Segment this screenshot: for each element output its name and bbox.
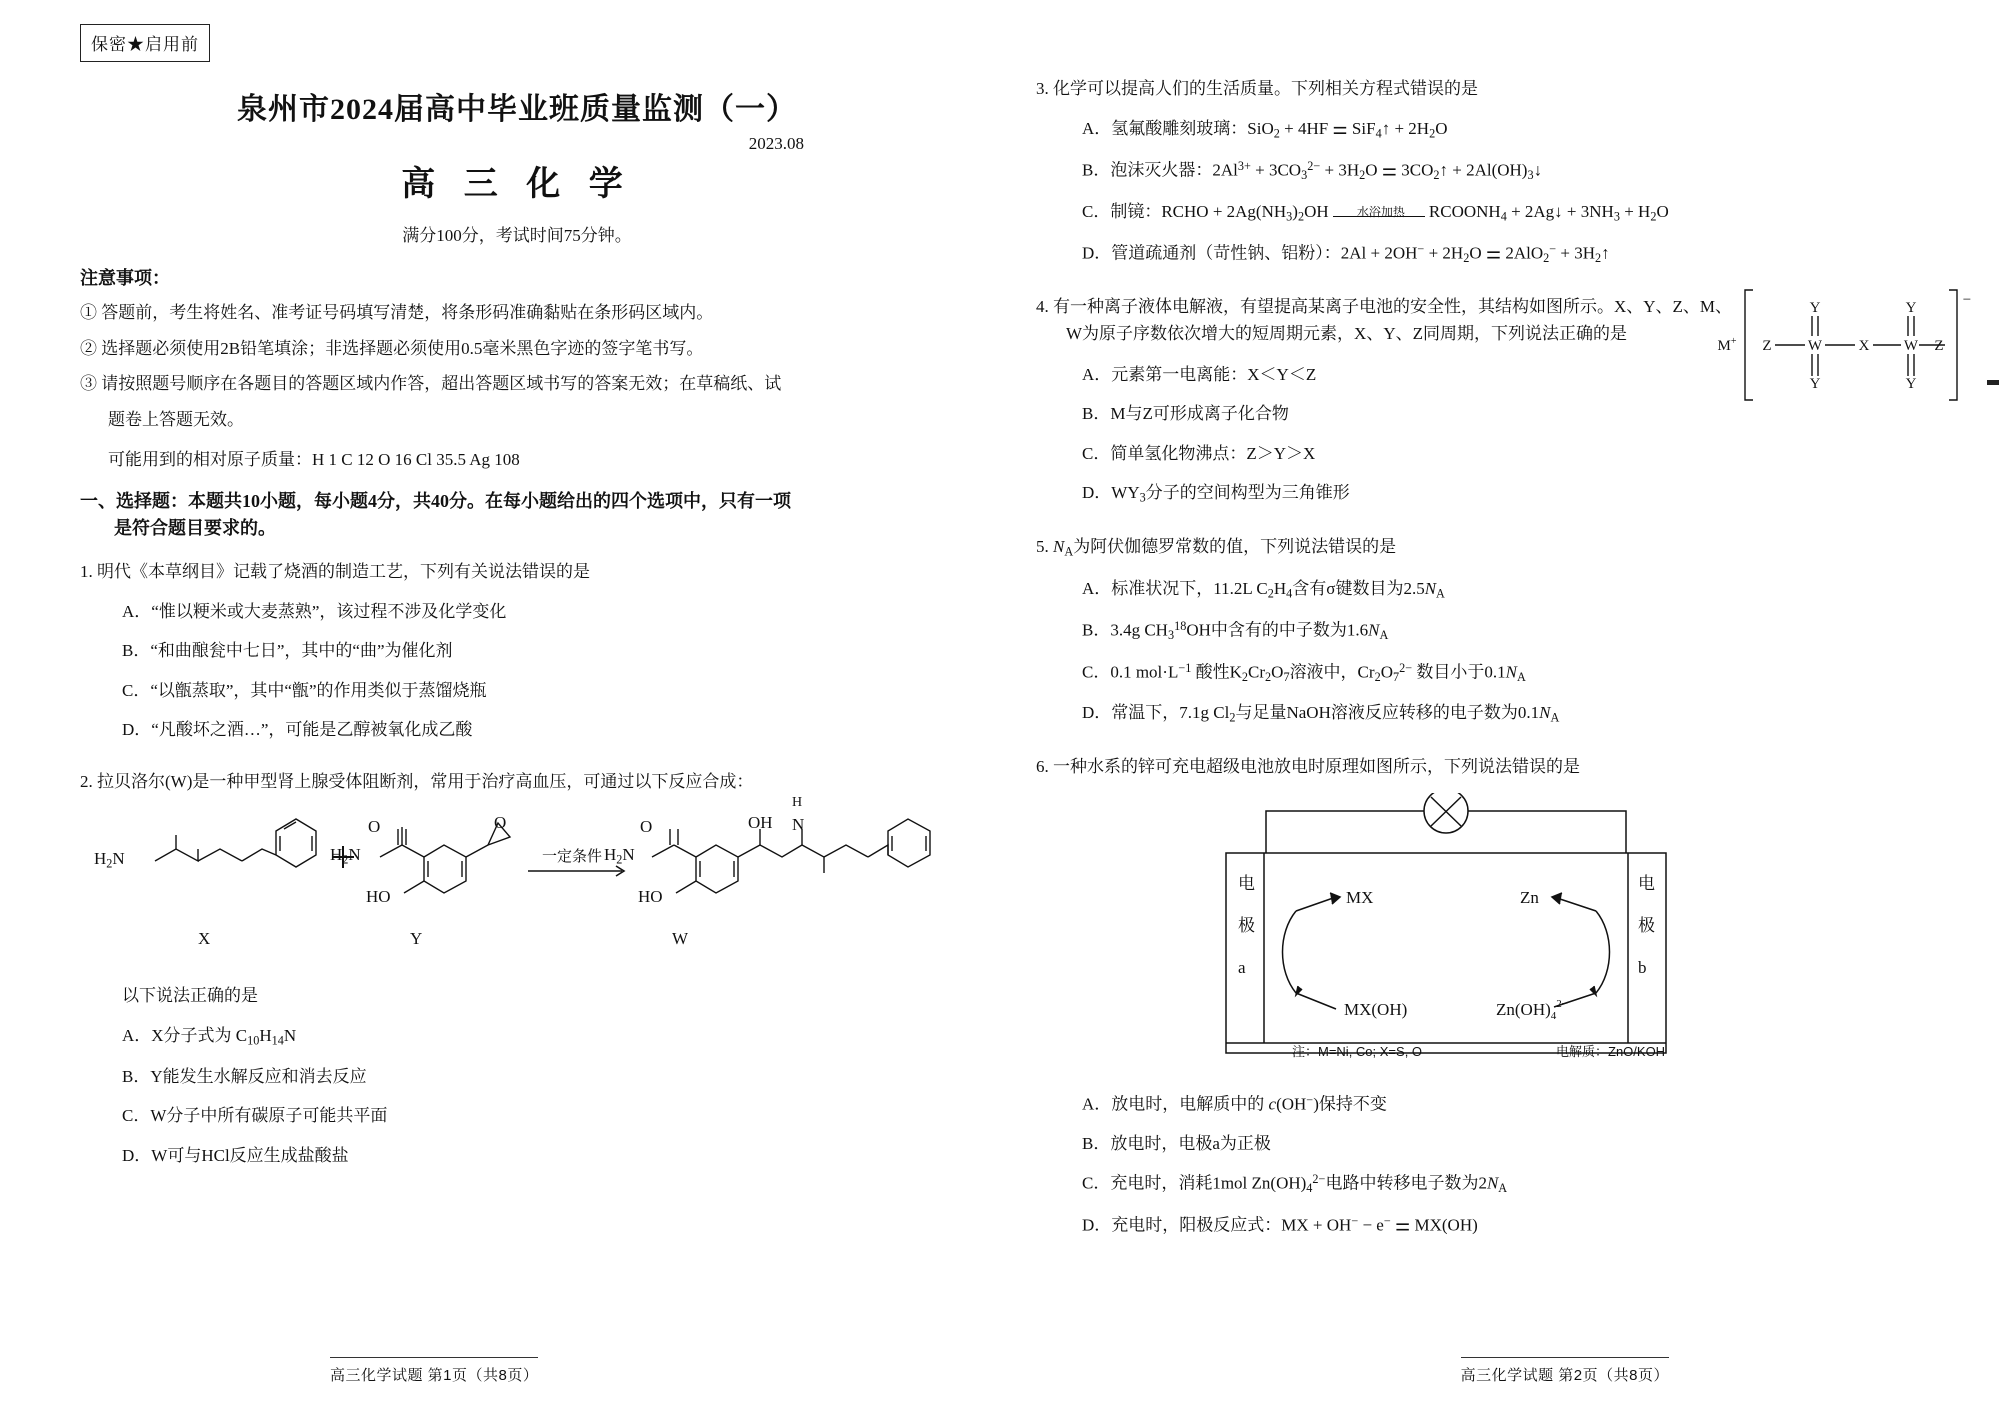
question-2-option-c: C．W分子中所有碳原子可能共平面 <box>122 1106 388 1126</box>
footer-left: 高三化学试题 第1页（共8页） <box>330 1357 538 1385</box>
edge-registration-mark <box>1987 380 1999 385</box>
secret-label: 保密★启用前 <box>80 24 210 62</box>
electrode-a-char3: a <box>1238 957 1246 977</box>
question-4-text-line2: W为原子序数依次增大的短周期元素，X、Y、Z同周期，下列说法正确的是 <box>1066 324 1627 344</box>
battery-figure-svg <box>1186 793 1726 1073</box>
notice-item-2: ② 选择题必须使用2B铅笔填涂；非选择题必须使用0.5毫米黑色字迹的签字笔书写。 <box>80 338 704 358</box>
question-4-option-d: D．$WY_3$分子的空间构型为三角锥形 <box>1082 483 1350 505</box>
question-3-number: 3. <box>1036 79 1049 98</box>
question-6-battery-figure <box>1036 793 1939 1073</box>
species-mx: MX <box>1346 887 1374 907</box>
question-2-option-d: D．W可与HCl反应生成盐酸盐 <box>122 1145 349 1165</box>
question-4-structure-figure <box>1713 286 1972 396</box>
question-4-option-b: B．M与Z可形成离子化合物 <box>1082 404 1289 424</box>
ion-atom-w-left: W <box>1807 338 1823 354</box>
scheme-group-h2n-x: $H_2N$ <box>94 849 125 871</box>
reaction-scheme-svg <box>80 809 960 977</box>
subject-title: 高 三 化 学 <box>401 166 633 203</box>
question-5-stem <box>1036 533 1939 562</box>
score-line: 满分100分，考试时间75分钟。 <box>402 226 632 245</box>
scheme-arrow-condition: 一定条件 <box>542 849 603 866</box>
question-2-lead: 以下说法正确的是 <box>122 986 258 1006</box>
question-1-number: 1. <box>80 561 93 581</box>
electrode-b-char3: b <box>1638 957 1647 977</box>
question-6-option-d: D．充电时，阳极反应式：MX + OH− − e− ⚌ MX(OH) <box>1082 1213 1478 1235</box>
species-znoh4: $Zn(OH)_4^{2-}$ <box>1496 997 1568 1022</box>
question-6-option-b: B．放电时，电极a为正极 <box>1082 1133 1271 1153</box>
section-heading <box>80 488 954 542</box>
question-6-stem <box>1036 753 1939 780</box>
ion-atom-w-right: W <box>1903 338 1919 354</box>
question-2-reaction-scheme <box>80 795 954 977</box>
question-3-option-a: A．氢氟酸雕刻玻璃：SiO$_2$ + 4HF ⚌ SiF$_4$↑ + $2H_2O$ <box>1082 119 1448 141</box>
scheme-group-h-w: H <box>792 795 803 811</box>
notice-item-3-cont: 题卷上答题无效。 <box>108 409 244 429</box>
scheme-group-h2n-y: $H_2N$ <box>330 845 361 867</box>
ion-atom-y-bl: Y <box>1809 376 1821 392</box>
question-3-option-c: C．制镜：RCHO + $2Ag(NH_3)_2OH$ 水浴加热 $RCOONH_4$ + 2Ag↓ + $3NH_3 + H_2O$ <box>1082 201 1669 224</box>
question-3-option-d: D．管道疏通剂（苛性钠、铝粉）：$2Al + 2OH^- + 2H_2O$ ⚌ $2AlO_2^- + 3H_2↑$ <box>1082 241 1610 265</box>
electrode-a-char2: 极 <box>1238 915 1255 935</box>
question-4-option-a: A．元素第一电离能：X＜Y＜Z <box>1082 364 1317 384</box>
question-2-option-b: B．Y能发生水解反应和消去反应 <box>122 1066 367 1086</box>
question-1-option-b: B．“和曲酿瓮中七日”，其中的“曲”为催化剂 <box>122 641 453 661</box>
scheme-group-ho-y: HO <box>366 887 391 907</box>
scheme-group-oh-w: OH <box>748 813 773 833</box>
ion-atom-x: X <box>1858 338 1870 354</box>
scheme-group-o-y: O <box>368 817 381 837</box>
question-5-number: 5. <box>1036 537 1049 557</box>
species-zn: Zn <box>1520 887 1539 907</box>
question-4-option-c: C．简单氢化物沸点：Z＞Y＞X <box>1082 443 1316 463</box>
scheme-group-ho-w: HO <box>638 887 663 907</box>
question-6-number: 6. <box>1036 757 1049 777</box>
question-1-option-d: D．“凡酸坏之酒…”，可能是乙醇被氧化成乙酸 <box>122 720 473 740</box>
ion-atom-z-left: Z <box>1762 338 1772 354</box>
question-5-option-d: D．常温下，7.1g $Cl_2$与足量NaOH溶液反应转移的电子数为$0.1N_A$ <box>1082 703 1560 726</box>
question-2-option-a: A．X分子式为 $C_{10}H_{14}N$ <box>122 1025 297 1048</box>
notice-item-1: ① 答题前，考生将姓名、准考证号码填写清楚，将条形码准确黏贴在条形码区域内。 <box>80 303 714 322</box>
question-3-text: 化学可以提高人们的生活质量。下列相关方程式错误的是 <box>1053 79 1478 98</box>
ion-cation-m: M+ <box>1717 336 1737 354</box>
question-3-option-b: B．泡沫灭火器：$2Al^{3+} + 3CO_3^{2-} + 3H_2O$ ⚌ $3CO_2↑$ + $2Al(OH)_3↓$ <box>1082 159 1543 183</box>
question-5-option-c: C．0.1 $mol\cdot L^{-1}$ 酸性$K_2Cr_2O_7$溶液中，$Cr_2O_7^{2-}$ 数目小于$0.1N_A$ <box>1082 660 1526 685</box>
exam-title: 泉州市2024届高中毕业班质量监测（一） <box>237 93 797 126</box>
question-4-text-line1: 有一种离子液体电解液，有望提高某离子电池的安全性，其结构如图所示。X、Y、Z、M、 <box>1053 297 1733 317</box>
notice-item-3: ③ 请按照题号顺序在各题目的答题区域内作答，超出答题区域书写的答案无效；在草稿纸、试 <box>80 374 782 394</box>
question-6-option-a: A．放电时，电解质中的 c(OH−)保持不变 <box>1082 1092 1387 1114</box>
atomic-mass-line: 可能用到的相对原子质量：H 1 C 12 O 16 Cl 35.5 Ag 108 <box>108 449 520 469</box>
figure-note-left: 注：M=Ni, Co; X=S, O <box>1292 1043 1423 1059</box>
species-mxoh: MX(OH) <box>1344 999 1408 1019</box>
scheme-group-n-w: N <box>792 815 805 835</box>
notice-title: 注意事项： <box>80 268 170 288</box>
ion-atom-z-right2: Z <box>1934 338 1944 354</box>
scheme-label-y: Y <box>410 929 423 949</box>
figure-note-right: 电解质：ZnO/KOH <box>1556 1043 1666 1059</box>
scheme-label-x: X <box>198 929 211 949</box>
question-2-number: 2. <box>80 771 93 791</box>
ion-structure-svg <box>1713 286 1983 404</box>
electrode-a-char1: 电 <box>1238 873 1255 893</box>
question-1-option-c: C．“以甑蒸取”，其中“甑”的作用类似于蒸馏烧瓶 <box>122 680 487 700</box>
question-1-stem <box>80 559 954 585</box>
question-4-number: 4. <box>1036 297 1049 317</box>
electrode-b-char1: 电 <box>1638 873 1655 893</box>
question-3-stem <box>1036 75 1939 102</box>
ion-atom-y-br: Y <box>1905 376 1917 392</box>
scheme-group-epoxide-o: O <box>494 813 507 833</box>
footer-right: 高三化学试题 第2页（共8页） <box>1461 1357 1669 1385</box>
question-1-text: 明代《本草纲目》记载了烧酒的制造工艺，下列有关说法错误的是 <box>97 561 590 581</box>
question-2-stem <box>80 769 954 795</box>
question-5-option-b: B．3.4g $CH_3^{18}OH$中含有的中子数为$1.6N_A$ <box>1082 619 1389 643</box>
page-column-right <box>1000 0 1999 1411</box>
electrode-b-char2: 极 <box>1638 915 1655 935</box>
ion-atom-y-tl: Y <box>1809 300 1821 316</box>
section-heading-line2: 是符合题目要求的。 <box>114 517 276 538</box>
exam-date: 2023.08 <box>748 134 804 153</box>
question-1-option-a: A．“惟以粳米或大麦蒸熟”，该过程不涉及化学变化 <box>122 601 507 621</box>
ion-charge-minus: − <box>1962 292 1972 308</box>
question-5-text: $N_A$为阿伏伽德罗常数的值，下列说法错误的是 <box>1053 537 1397 559</box>
ion-atom-y-tr: Y <box>1905 300 1917 316</box>
question-6-text: 一种水系的锌可充电超级电池放电时原理如图所示，下列说法错误的是 <box>1053 757 1580 777</box>
question-5-option-a: A．标准状况下，11.2L $C_2H_4$含有σ键数目为$2.5N_A$ <box>1082 579 1445 602</box>
question-6-option-c: C．充电时，消耗1mol $Zn(OH)_4^{2-}$电路中转移电子数为$2N_A$ <box>1082 1172 1508 1196</box>
scheme-group-o-w: O <box>640 817 653 837</box>
section-heading-line1: 一、选择题：本题共10小题，每小题4分，共40分。在每小题给出的四个选项中，只有一项 <box>80 490 791 511</box>
scheme-label-w: W <box>672 929 689 949</box>
scheme-group-h2n-w: $H_2N$ <box>604 845 635 867</box>
question-2-text: 拉贝洛尔(W)是一种甲型肾上腺受体阻断剂，常用于治疗高血压，可通过以下反应合成： <box>97 771 754 791</box>
